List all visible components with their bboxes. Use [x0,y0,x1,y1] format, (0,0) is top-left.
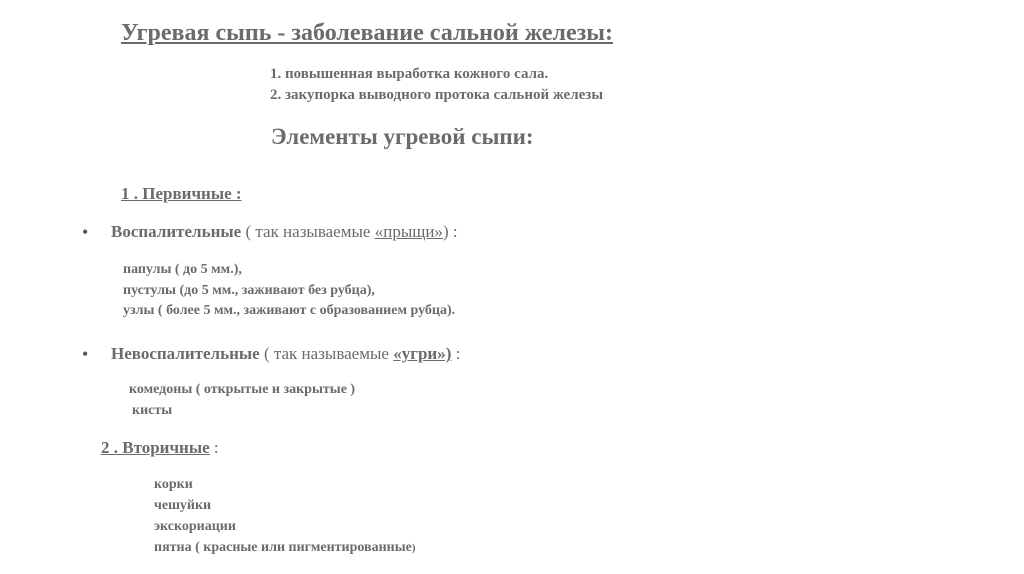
inflammatory-item: узлы ( более 5 мм., заживают с образованием рубца). [123,303,456,318]
secondary-item: экскориации [154,519,236,534]
noninflammatory-item: комедоны ( открытые и закрытые ) [129,382,356,397]
noninflammatory-line [111,344,460,364]
inflammatory-pre: ( так называемые [241,222,375,241]
page-title: Угревая сыпь - заболевание сальной железы: [121,20,613,46]
section-subtitle: Элементы угревой сыпи: [271,124,534,149]
inflammatory-term: «прыщи» [374,222,443,241]
secondary-item-tail: ) [411,542,416,554]
cause-item: 2. закупорка выводного протока сальной железы [270,87,604,103]
inflammatory-post: ) : [442,222,458,241]
secondary-item: корки [154,477,193,492]
secondary-item: чешуйки [154,498,212,513]
secondary-heading: 2 . Вторичные [101,438,210,457]
secondary-item-text: пятна ( красные или пигментированные [154,540,412,555]
noninflammatory-label: Невоспалительные [111,344,260,363]
inflammatory-item: папулы ( до 5 мм.), [123,262,242,277]
inflammatory-item: пустулы (до 5 мм., заживают без рубца), [123,283,375,298]
inflammatory-line [111,222,458,242]
noninflammatory-item: кисты [132,403,173,418]
secondary-colon: : [209,438,219,457]
secondary-heading-line [101,438,219,458]
bullet-icon: • [82,344,89,364]
noninflammatory-pre: ( так называемые [259,344,394,363]
bullet-icon: • [82,222,89,242]
noninflammatory-term: «угри») [393,344,452,363]
noninflammatory-post: : [451,344,461,363]
primary-heading: 1 . Первичные : [121,184,242,203]
secondary-item [154,540,416,556]
cause-item: 1. повышенная выработка кожного сала. [270,66,549,82]
inflammatory-label: Воспалительные [111,222,242,241]
